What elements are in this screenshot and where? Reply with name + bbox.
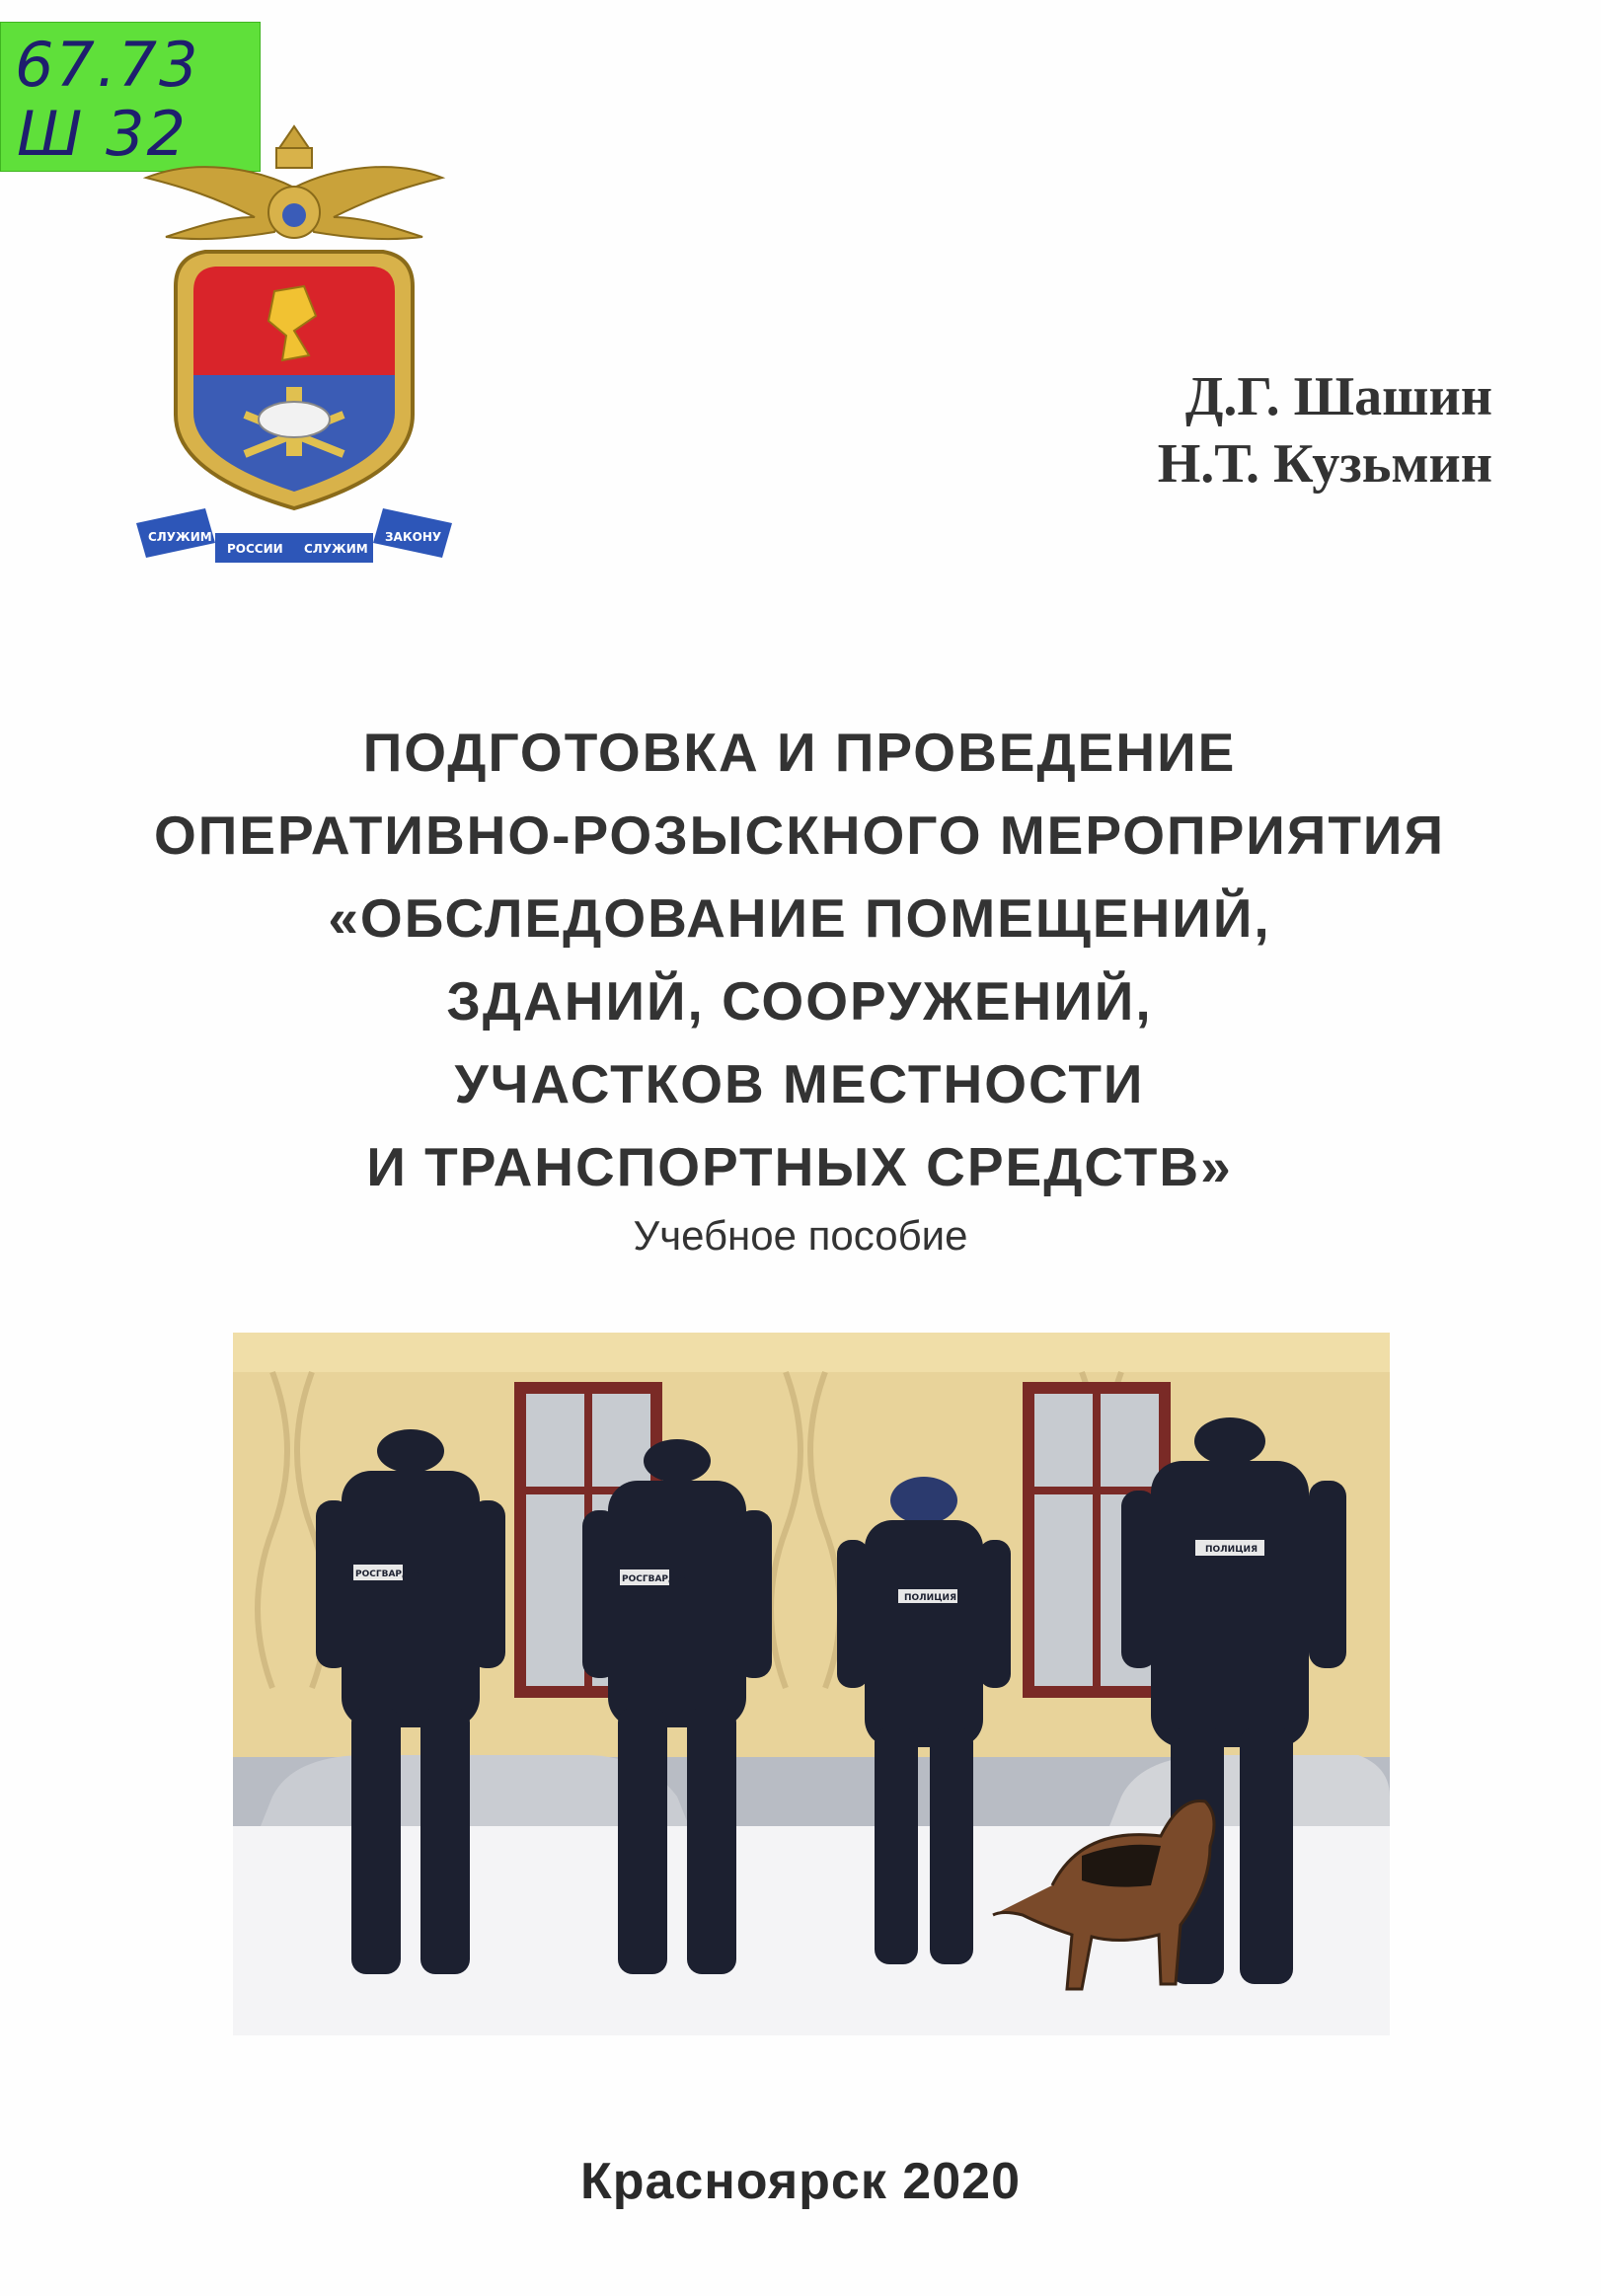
book-title	[59, 711, 1540, 1208]
ribbon-word-3: СЛУЖИМ	[304, 542, 368, 556]
title-line: ОПЕРАТИВНО-РОЗЫСКНОГО МЕРОПРИЯТИЯ	[153, 804, 1445, 866]
sticker-code-line-1: 67.73	[15, 29, 200, 101]
ribbon-word-1: СЛУЖИМ	[148, 530, 212, 544]
title-line: И ТРАНСПОРТНЫХ СРЕДСТВ»	[366, 1136, 1233, 1197]
eagle-icon	[146, 126, 442, 239]
title-line: ПОДГОТОВКА И ПРОВЕДЕНИЕ	[362, 722, 1237, 783]
patch-label-2: РОСГВАРДИЯ	[622, 1574, 691, 1584]
imprint-city-year: Красноярск 2020	[579, 2153, 1021, 2210]
cover-photo	[233, 1333, 1390, 2035]
author-name: Д.Г. Шашин	[1184, 366, 1492, 427]
sticker-code-line-2: Ш 32	[17, 98, 188, 170]
motto-ribbon	[136, 508, 452, 563]
ribbon-word-2: РОССИИ	[227, 542, 283, 556]
title-line: «ОБСЛЕДОВАНИЕ ПОМЕЩЕНИЙ,	[328, 887, 1271, 949]
patch-label-1: РОСГВАРДИЯ	[355, 1569, 424, 1579]
author-name: Н.Т. Кузьмин	[1157, 433, 1492, 495]
title-line: ЗДАНИЙ, СООРУЖЕНИЙ,	[446, 970, 1153, 1032]
institute-emblem	[136, 118, 452, 592]
patch-label-3: ПОЛИЦИЯ	[904, 1593, 957, 1603]
authors-block	[1158, 363, 1492, 497]
book-subtitle: Учебное пособие	[633, 1212, 968, 1259]
patch-label-4: ПОЛИЦИЯ	[1205, 1545, 1258, 1555]
title-line: УЧАСТКОВ МЕСТНОСТИ	[454, 1053, 1145, 1114]
ribbon-word-4: ЗАКОНУ	[385, 530, 442, 544]
shield-icon	[176, 252, 413, 508]
